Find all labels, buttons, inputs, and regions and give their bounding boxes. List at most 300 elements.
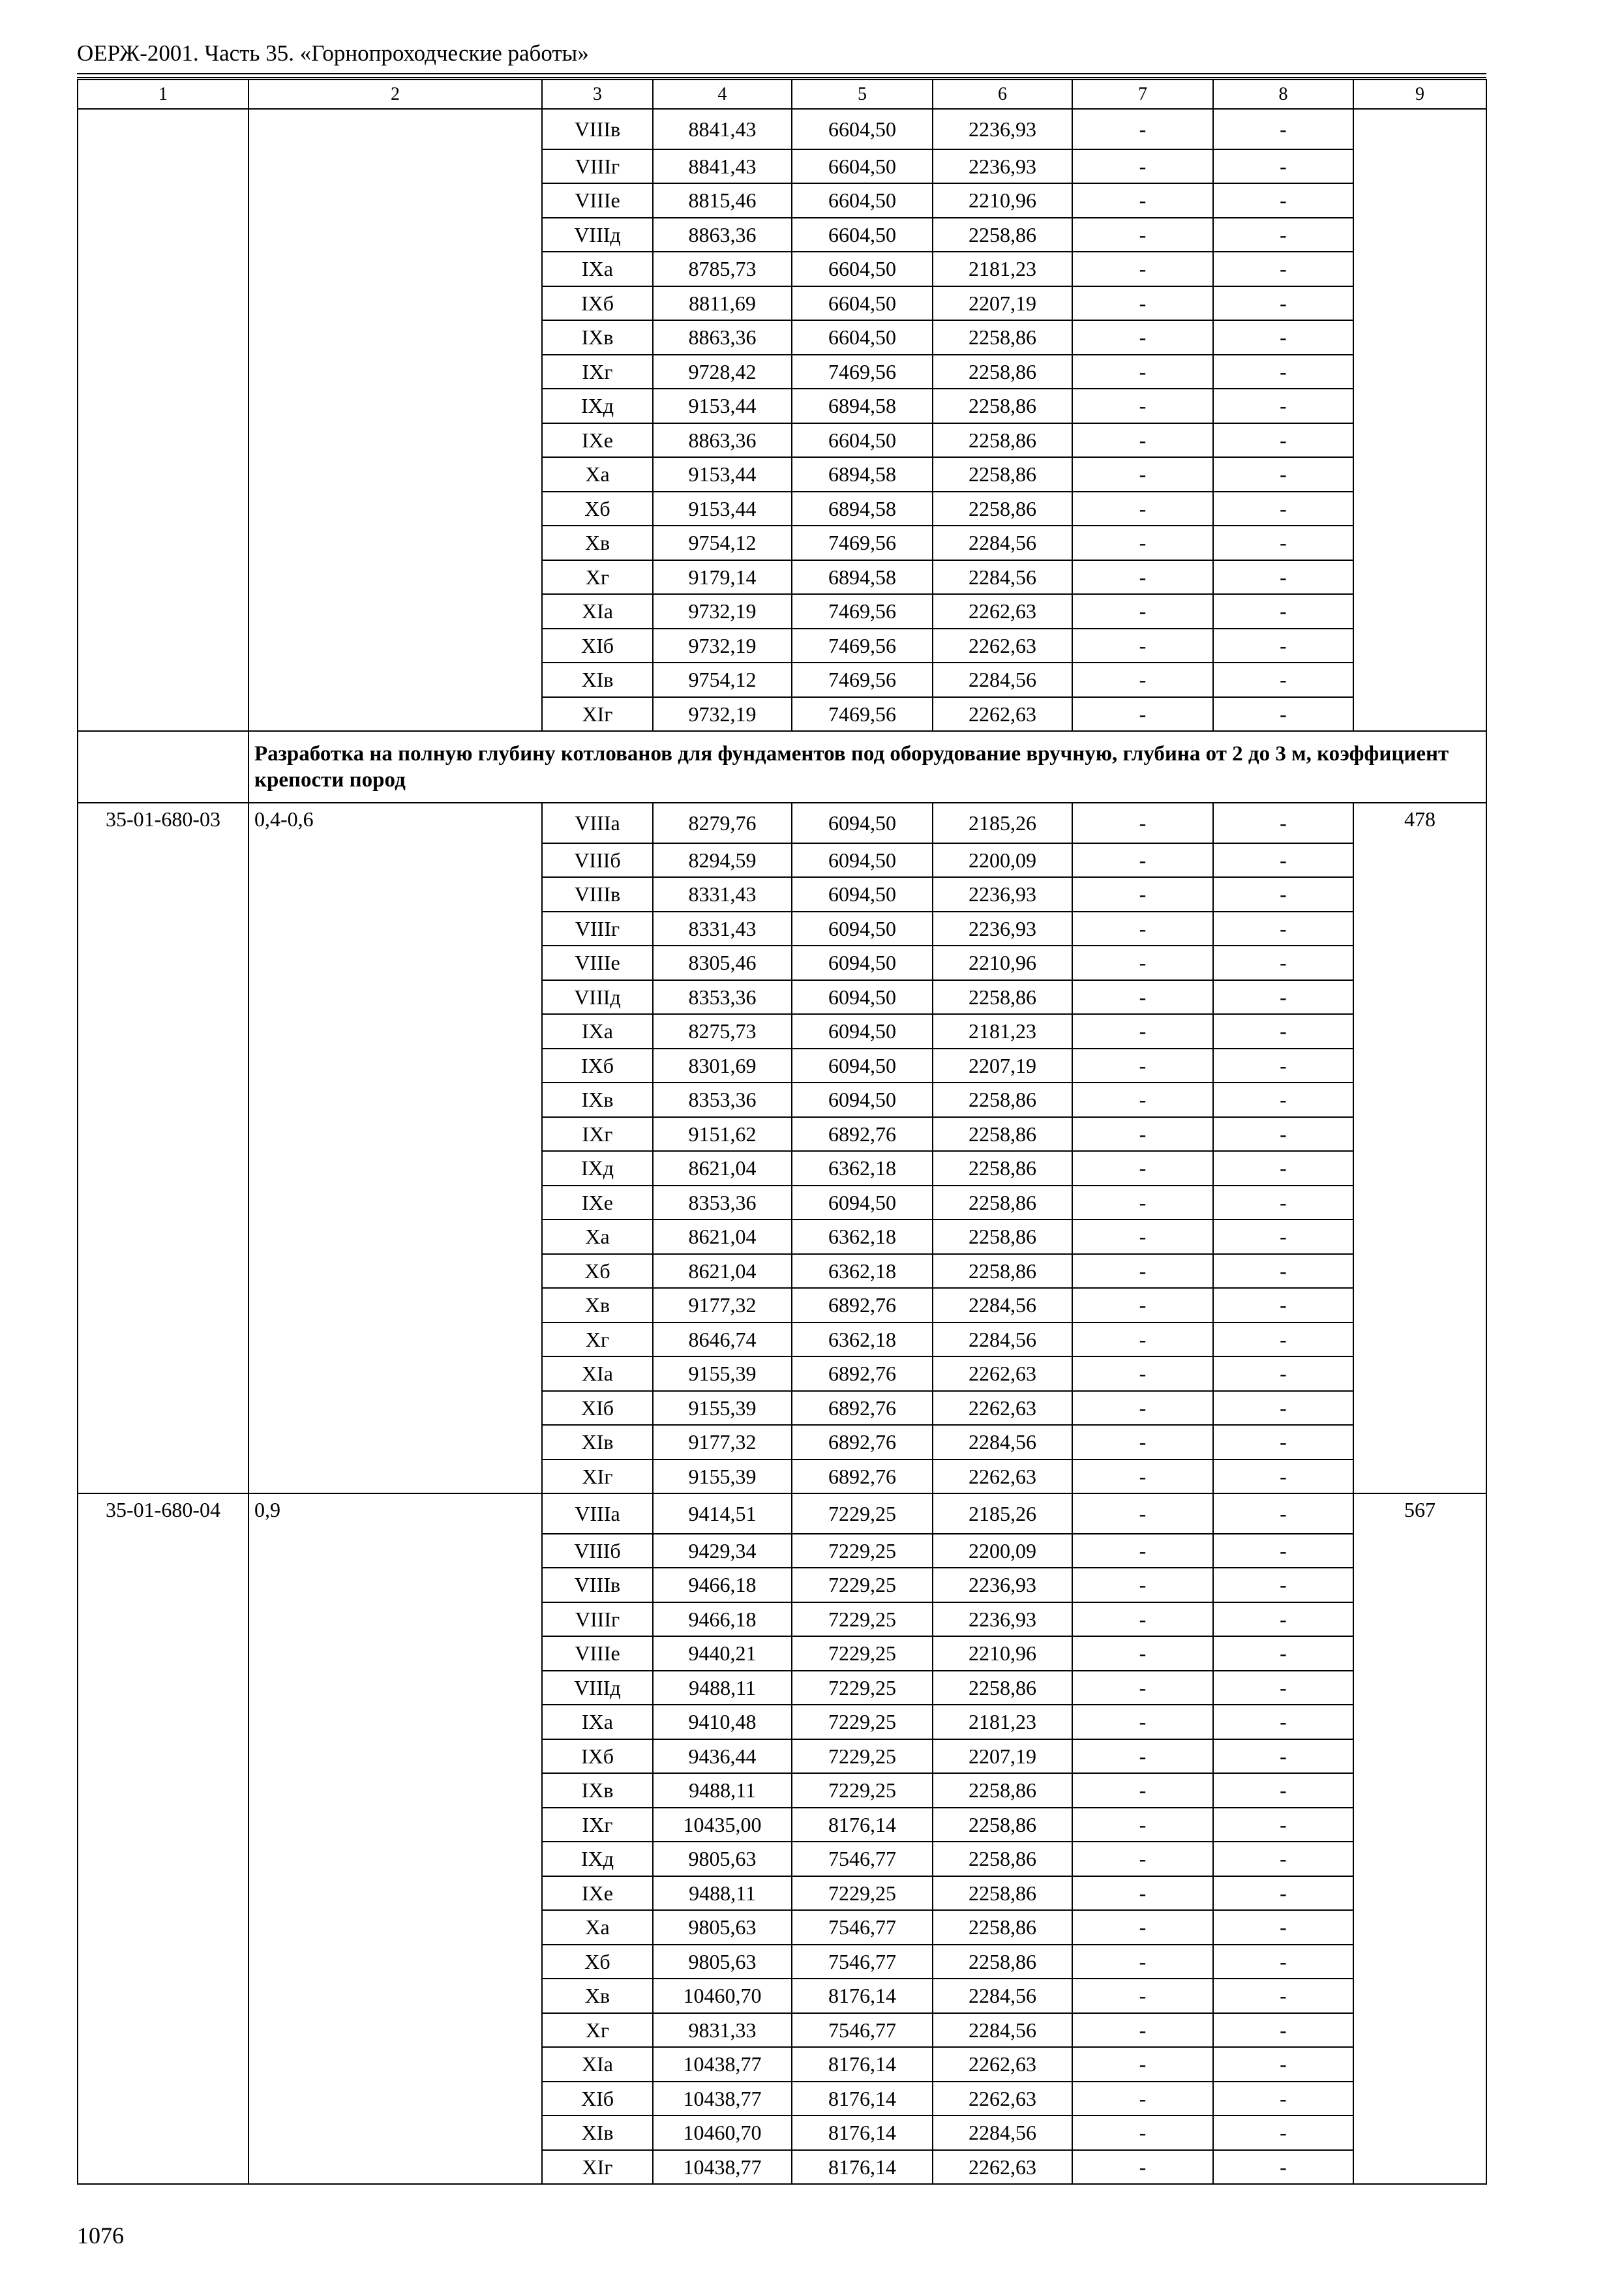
- table-row: [78, 877, 1486, 912]
- labor-cost-cell: 6094,50: [792, 803, 933, 843]
- coefficient-cell: [248, 1391, 542, 1426]
- rock-group-cell: VIIIе: [542, 946, 653, 980]
- machine-cost-cell: 2284,56: [933, 526, 1072, 560]
- materials-cost-cell: -: [1213, 1186, 1353, 1220]
- materials-cost-cell: -: [1213, 2013, 1353, 2048]
- table-row: [78, 1773, 1486, 1808]
- rock-group-cell: VIIIд: [542, 980, 653, 1015]
- table-row: [78, 109, 1486, 149]
- code-cell: [78, 1323, 248, 1357]
- machine-cost-cell: 2284,56: [933, 1425, 1072, 1459]
- labor-hours-cell: [1353, 1288, 1486, 1323]
- coefficient-cell: [248, 492, 542, 526]
- machinist-wage-cell: -: [1072, 629, 1213, 663]
- table-row: [78, 183, 1486, 218]
- table-row: [78, 1425, 1486, 1459]
- labor-hours-cell: [1353, 1186, 1486, 1220]
- table-row: [78, 355, 1486, 389]
- code-cell: [78, 1356, 248, 1391]
- labor-hours-cell: [1353, 389, 1486, 423]
- coefficient-cell: [248, 912, 542, 946]
- code-cell: 35-01-680-04: [78, 1493, 248, 1534]
- coefficient-cell: [248, 526, 542, 560]
- total-cost-cell: 9153,44: [653, 389, 792, 423]
- rock-group-cell: Xа: [542, 1219, 653, 1254]
- labor-hours-cell: [1353, 1254, 1486, 1289]
- labor-hours-cell: [1353, 2150, 1486, 2185]
- table-row: [78, 1117, 1486, 1152]
- labor-cost-cell: 7229,25: [792, 1602, 933, 1637]
- rock-group-cell: XIв: [542, 2116, 653, 2150]
- table-row: [78, 1842, 1486, 1876]
- table-row: [78, 629, 1486, 663]
- total-cost-cell: 9155,39: [653, 1356, 792, 1391]
- machine-cost-cell: 2210,96: [933, 1636, 1072, 1671]
- labor-hours-cell: [1353, 1083, 1486, 1117]
- labor-hours-cell: [1353, 320, 1486, 355]
- code-cell: [78, 1014, 248, 1049]
- materials-cost-cell: -: [1213, 526, 1353, 560]
- machinist-wage-cell: -: [1072, 1219, 1213, 1254]
- machinist-wage-cell: -: [1072, 355, 1213, 389]
- table-row: [78, 1602, 1486, 1637]
- total-cost-cell: 10438,77: [653, 2047, 792, 2082]
- code-cell: [78, 1459, 248, 1494]
- header-rule: [77, 73, 1486, 74]
- machine-cost-cell: 2284,56: [933, 2116, 1072, 2150]
- machine-cost-cell: 2181,23: [933, 252, 1072, 286]
- rock-group-cell: IXв: [542, 1083, 653, 1117]
- table-row: [78, 1323, 1486, 1357]
- total-cost-cell: 9429,34: [653, 1534, 792, 1568]
- rock-group-cell: VIIIд: [542, 218, 653, 252]
- materials-cost-cell: -: [1213, 843, 1353, 878]
- materials-cost-cell: -: [1213, 457, 1353, 492]
- labor-cost-cell: 7229,25: [792, 1568, 933, 1602]
- materials-cost-cell: -: [1213, 912, 1353, 946]
- rock-group-cell: XIа: [542, 1356, 653, 1391]
- coefficient-cell: [248, 1049, 542, 1083]
- labor-hours-cell: [1353, 1151, 1486, 1186]
- machinist-wage-cell: -: [1072, 1459, 1213, 1494]
- machine-cost-cell: 2236,93: [933, 1602, 1072, 1637]
- table-row: [78, 1356, 1486, 1391]
- machinist-wage-cell: -: [1072, 1323, 1213, 1357]
- rock-group-cell: Xа: [542, 1910, 653, 1945]
- table-row: [78, 457, 1486, 492]
- rock-group-cell: XIа: [542, 2047, 653, 2082]
- labor-cost-cell: 6894,58: [792, 560, 933, 595]
- total-cost-cell: 9466,18: [653, 1602, 792, 1637]
- code-cell: [78, 1876, 248, 1911]
- machine-cost-cell: 2258,86: [933, 457, 1072, 492]
- table-row: [78, 2082, 1486, 2116]
- code-cell: [78, 2082, 248, 2116]
- page-header: ОЕРЖ-2001. Часть 35. «Горнопроходческие работы»: [77, 40, 589, 66]
- coefficient-cell: [248, 629, 542, 663]
- rock-group-cell: IXг: [542, 1808, 653, 1842]
- coefficient-cell: [248, 1219, 542, 1254]
- rock-group-cell: IXв: [542, 320, 653, 355]
- labor-cost-cell: 7469,56: [792, 594, 933, 629]
- table-row: [78, 843, 1486, 878]
- code-cell: [78, 1842, 248, 1876]
- rock-group-cell: VIIIе: [542, 183, 653, 218]
- total-cost-cell: 8841,43: [653, 149, 792, 184]
- materials-cost-cell: -: [1213, 2082, 1353, 2116]
- materials-cost-cell: -: [1213, 1219, 1353, 1254]
- rock-group-cell: VIIIг: [542, 1602, 653, 1637]
- column-number: 1: [78, 80, 248, 109]
- rock-group-cell: VIIIв: [542, 877, 653, 912]
- machinist-wage-cell: -: [1072, 697, 1213, 732]
- table-row: [78, 389, 1486, 423]
- machinist-wage-cell: -: [1072, 1945, 1213, 1979]
- coefficient-cell: [248, 877, 542, 912]
- labor-cost-cell: 7469,56: [792, 355, 933, 389]
- coefficient-cell: [248, 1842, 542, 1876]
- labor-hours-cell: [1353, 912, 1486, 946]
- rock-group-cell: VIIIа: [542, 1493, 653, 1534]
- coefficient-cell: [248, 946, 542, 980]
- materials-cost-cell: -: [1213, 1391, 1353, 1426]
- coefficient-cell: [248, 1876, 542, 1911]
- machinist-wage-cell: -: [1072, 1808, 1213, 1842]
- header-rule-double: [77, 77, 1486, 78]
- materials-cost-cell: -: [1213, 946, 1353, 980]
- total-cost-cell: 9805,63: [653, 1945, 792, 1979]
- materials-cost-cell: -: [1213, 1876, 1353, 1911]
- labor-cost-cell: 6892,76: [792, 1425, 933, 1459]
- labor-cost-cell: 6604,50: [792, 320, 933, 355]
- coefficient-cell: [248, 1808, 542, 1842]
- table-row: [78, 1288, 1486, 1323]
- code-cell: [78, 286, 248, 321]
- machine-cost-cell: 2185,26: [933, 803, 1072, 843]
- labor-hours-cell: [1353, 560, 1486, 595]
- rock-group-cell: IXд: [542, 389, 653, 423]
- machinist-wage-cell: -: [1072, 320, 1213, 355]
- coefficient-cell: [248, 1739, 542, 1774]
- labor-cost-cell: 7229,25: [792, 1705, 933, 1739]
- labor-hours-cell: 567: [1353, 1493, 1486, 1534]
- labor-hours-cell: [1353, 1945, 1486, 1979]
- labor-hours-cell: [1353, 423, 1486, 458]
- rock-group-cell: IXа: [542, 1705, 653, 1739]
- coefficient-cell: [248, 1254, 542, 1289]
- table-row: [78, 1459, 1486, 1494]
- table-row: [78, 423, 1486, 458]
- materials-cost-cell: -: [1213, 594, 1353, 629]
- rock-group-cell: IXб: [542, 1739, 653, 1774]
- table-row: [78, 1705, 1486, 1739]
- labor-cost-cell: 6094,50: [792, 843, 933, 878]
- code-cell: [78, 1151, 248, 1186]
- labor-cost-cell: 8176,14: [792, 2150, 933, 2185]
- labor-hours-cell: [1353, 2047, 1486, 2082]
- materials-cost-cell: -: [1213, 1425, 1353, 1459]
- machinist-wage-cell: -: [1072, 389, 1213, 423]
- total-cost-cell: 8841,43: [653, 109, 792, 149]
- labor-hours-cell: [1353, 1425, 1486, 1459]
- labor-cost-cell: 7229,25: [792, 1534, 933, 1568]
- total-cost-cell: 9754,12: [653, 526, 792, 560]
- materials-cost-cell: -: [1213, 697, 1353, 732]
- materials-cost-cell: -: [1213, 1288, 1353, 1323]
- materials-cost-cell: -: [1213, 2047, 1353, 2082]
- coefficient-cell: [248, 218, 542, 252]
- labor-hours-cell: [1353, 1979, 1486, 2013]
- table-row: [78, 1391, 1486, 1426]
- materials-cost-cell: -: [1213, 183, 1353, 218]
- column-number: 4: [653, 80, 792, 109]
- machinist-wage-cell: -: [1072, 1049, 1213, 1083]
- rock-group-cell: IXе: [542, 423, 653, 458]
- machinist-wage-cell: -: [1072, 877, 1213, 912]
- coefficient-cell: [248, 2013, 542, 2048]
- rock-group-cell: Xв: [542, 1288, 653, 1323]
- machine-cost-cell: 2258,86: [933, 1910, 1072, 1945]
- machinist-wage-cell: -: [1072, 526, 1213, 560]
- materials-cost-cell: -: [1213, 423, 1353, 458]
- rock-group-cell: VIIIб: [542, 1534, 653, 1568]
- code-cell: [78, 2150, 248, 2185]
- total-cost-cell: 8353,36: [653, 1083, 792, 1117]
- code-cell: [78, 355, 248, 389]
- coefficient-cell: [248, 2150, 542, 2185]
- materials-cost-cell: -: [1213, 1773, 1353, 1808]
- coefficient-cell: 0,4-0,6: [248, 803, 542, 843]
- total-cost-cell: 8621,04: [653, 1254, 792, 1289]
- code-cell: [78, 1705, 248, 1739]
- labor-cost-cell: 7229,25: [792, 1773, 933, 1808]
- rock-group-cell: Xб: [542, 1254, 653, 1289]
- labor-hours-cell: 478: [1353, 803, 1486, 843]
- rock-group-cell: XIа: [542, 594, 653, 629]
- labor-cost-cell: 7546,77: [792, 1910, 933, 1945]
- labor-hours-cell: [1353, 1117, 1486, 1152]
- table-row: [78, 2116, 1486, 2150]
- total-cost-cell: 8353,36: [653, 980, 792, 1015]
- machine-cost-cell: 2258,86: [933, 355, 1072, 389]
- rock-group-cell: IXе: [542, 1186, 653, 1220]
- total-cost-cell: 9153,44: [653, 457, 792, 492]
- code-cell: [78, 1117, 248, 1152]
- table-row: [78, 1014, 1486, 1049]
- labor-hours-cell: [1353, 629, 1486, 663]
- rock-group-cell: IXб: [542, 1049, 653, 1083]
- machine-cost-cell: 2236,93: [933, 912, 1072, 946]
- code-cell: [78, 1602, 248, 1637]
- rock-group-cell: XIг: [542, 2150, 653, 2185]
- code-cell: [78, 1773, 248, 1808]
- machine-cost-cell: 2262,63: [933, 2150, 1072, 2185]
- machinist-wage-cell: -: [1072, 1083, 1213, 1117]
- rock-group-cell: VIIIг: [542, 912, 653, 946]
- materials-cost-cell: -: [1213, 1493, 1353, 1534]
- column-number: 5: [792, 80, 933, 109]
- materials-cost-cell: -: [1213, 492, 1353, 526]
- code-cell: [78, 423, 248, 458]
- labor-hours-cell: [1353, 877, 1486, 912]
- total-cost-cell: 9732,19: [653, 629, 792, 663]
- machinist-wage-cell: -: [1072, 2082, 1213, 2116]
- coefficient-cell: [248, 1602, 542, 1637]
- labor-hours-cell: [1353, 946, 1486, 980]
- machine-cost-cell: 2258,86: [933, 1842, 1072, 1876]
- labor-hours-cell: [1353, 1323, 1486, 1357]
- table-row: [78, 803, 1486, 843]
- coefficient-cell: [248, 1117, 542, 1152]
- labor-hours-cell: [1353, 1391, 1486, 1426]
- table-row: [78, 218, 1486, 252]
- code-cell: [78, 1671, 248, 1705]
- machinist-wage-cell: -: [1072, 803, 1213, 843]
- table-row: [78, 1049, 1486, 1083]
- materials-cost-cell: -: [1213, 252, 1353, 286]
- total-cost-cell: 9155,39: [653, 1391, 792, 1426]
- code-cell: [78, 1083, 248, 1117]
- rock-group-cell: XIб: [542, 1391, 653, 1426]
- code-cell: [78, 492, 248, 526]
- labor-cost-cell: 6094,50: [792, 1014, 933, 1049]
- total-cost-cell: 8621,04: [653, 1219, 792, 1254]
- labor-cost-cell: 6604,50: [792, 423, 933, 458]
- total-cost-cell: 8294,59: [653, 843, 792, 878]
- machinist-wage-cell: -: [1072, 492, 1213, 526]
- coefficient-cell: [248, 1979, 542, 2013]
- code-cell: [78, 1391, 248, 1426]
- code-cell: [78, 912, 248, 946]
- labor-cost-cell: 6604,50: [792, 183, 933, 218]
- labor-cost-cell: 8176,14: [792, 1808, 933, 1842]
- code-cell: [78, 320, 248, 355]
- materials-cost-cell: -: [1213, 149, 1353, 184]
- code-cell: [78, 2047, 248, 2082]
- labor-cost-cell: 7229,25: [792, 1876, 933, 1911]
- total-cost-cell: 8353,36: [653, 1186, 792, 1220]
- labor-hours-cell: [1353, 1568, 1486, 1602]
- machinist-wage-cell: -: [1072, 1910, 1213, 1945]
- machine-cost-cell: 2262,63: [933, 697, 1072, 732]
- table-row: [78, 1636, 1486, 1671]
- code-cell: 35-01-680-03: [78, 803, 248, 843]
- coefficient-cell: [248, 183, 542, 218]
- table-row: [78, 1083, 1486, 1117]
- machinist-wage-cell: -: [1072, 457, 1213, 492]
- coefficient-cell: [248, 1356, 542, 1391]
- total-cost-cell: 8275,73: [653, 1014, 792, 1049]
- rock-group-cell: VIIIе: [542, 1636, 653, 1671]
- labor-hours-cell: [1353, 1459, 1486, 1494]
- machine-cost-cell: 2258,86: [933, 1117, 1072, 1152]
- machine-cost-cell: 2181,23: [933, 1705, 1072, 1739]
- rock-group-cell: Xа: [542, 457, 653, 492]
- machinist-wage-cell: -: [1072, 109, 1213, 149]
- labor-hours-cell: [1353, 149, 1486, 184]
- rock-group-cell: IXг: [542, 355, 653, 389]
- code-cell: [78, 1049, 248, 1083]
- coefficient-cell: [248, 1151, 542, 1186]
- code-cell: [78, 183, 248, 218]
- total-cost-cell: 8863,36: [653, 218, 792, 252]
- column-number: 2: [248, 80, 542, 109]
- materials-cost-cell: -: [1213, 1945, 1353, 1979]
- labor-hours-cell: [1353, 1534, 1486, 1568]
- coefficient-cell: [248, 355, 542, 389]
- labor-cost-cell: 6892,76: [792, 1288, 933, 1323]
- materials-cost-cell: -: [1213, 663, 1353, 697]
- machine-cost-cell: 2262,63: [933, 1391, 1072, 1426]
- labor-hours-cell: [1353, 252, 1486, 286]
- labor-hours-cell: [1353, 1636, 1486, 1671]
- machinist-wage-cell: -: [1072, 1602, 1213, 1637]
- table-row: [78, 663, 1486, 697]
- machine-cost-cell: 2200,09: [933, 1534, 1072, 1568]
- labor-cost-cell: 6604,50: [792, 109, 933, 149]
- rock-group-cell: IXе: [542, 1876, 653, 1911]
- column-number-row: [78, 80, 1486, 109]
- rock-group-cell: IXа: [542, 252, 653, 286]
- machine-cost-cell: 2258,86: [933, 423, 1072, 458]
- rock-group-cell: XIв: [542, 1425, 653, 1459]
- code-cell: [78, 1979, 248, 2013]
- code-cell: [78, 877, 248, 912]
- code-cell: [78, 594, 248, 629]
- total-cost-cell: 8279,76: [653, 803, 792, 843]
- labor-cost-cell: 7469,56: [792, 526, 933, 560]
- labor-cost-cell: 6094,50: [792, 912, 933, 946]
- labor-hours-cell: [1353, 594, 1486, 629]
- table-row: [78, 946, 1486, 980]
- table-row: [78, 1219, 1486, 1254]
- machine-cost-cell: 2236,93: [933, 1568, 1072, 1602]
- labor-hours-cell: [1353, 1671, 1486, 1705]
- materials-cost-cell: -: [1213, 218, 1353, 252]
- code-cell: [78, 1910, 248, 1945]
- machine-cost-cell: 2258,86: [933, 1876, 1072, 1911]
- machinist-wage-cell: -: [1072, 1876, 1213, 1911]
- materials-cost-cell: -: [1213, 1979, 1353, 2013]
- labor-cost-cell: 6362,18: [792, 1219, 933, 1254]
- materials-cost-cell: -: [1213, 1117, 1353, 1152]
- rock-group-cell: VIIIв: [542, 1568, 653, 1602]
- table-row: [78, 1151, 1486, 1186]
- coefficient-cell: [248, 1288, 542, 1323]
- total-cost-cell: 9732,19: [653, 594, 792, 629]
- total-cost-cell: 9488,11: [653, 1773, 792, 1808]
- machine-cost-cell: 2258,86: [933, 1254, 1072, 1289]
- rock-group-cell: IXа: [542, 1014, 653, 1049]
- machine-cost-cell: 2284,56: [933, 560, 1072, 595]
- machine-cost-cell: 2284,56: [933, 663, 1072, 697]
- machine-cost-cell: 2262,63: [933, 594, 1072, 629]
- machine-cost-cell: 2258,86: [933, 1808, 1072, 1842]
- rock-group-cell: Xг: [542, 560, 653, 595]
- code-cell: [78, 697, 248, 732]
- coefficient-cell: [248, 1186, 542, 1220]
- machine-cost-cell: 2284,56: [933, 1323, 1072, 1357]
- materials-cost-cell: -: [1213, 1910, 1353, 1945]
- table-row: [78, 912, 1486, 946]
- labor-cost-cell: 7469,56: [792, 629, 933, 663]
- labor-cost-cell: 6094,50: [792, 877, 933, 912]
- machinist-wage-cell: -: [1072, 2150, 1213, 2185]
- total-cost-cell: 10438,77: [653, 2150, 792, 2185]
- total-cost-cell: 9177,32: [653, 1425, 792, 1459]
- total-cost-cell: 8785,73: [653, 252, 792, 286]
- labor-hours-cell: [1353, 1910, 1486, 1945]
